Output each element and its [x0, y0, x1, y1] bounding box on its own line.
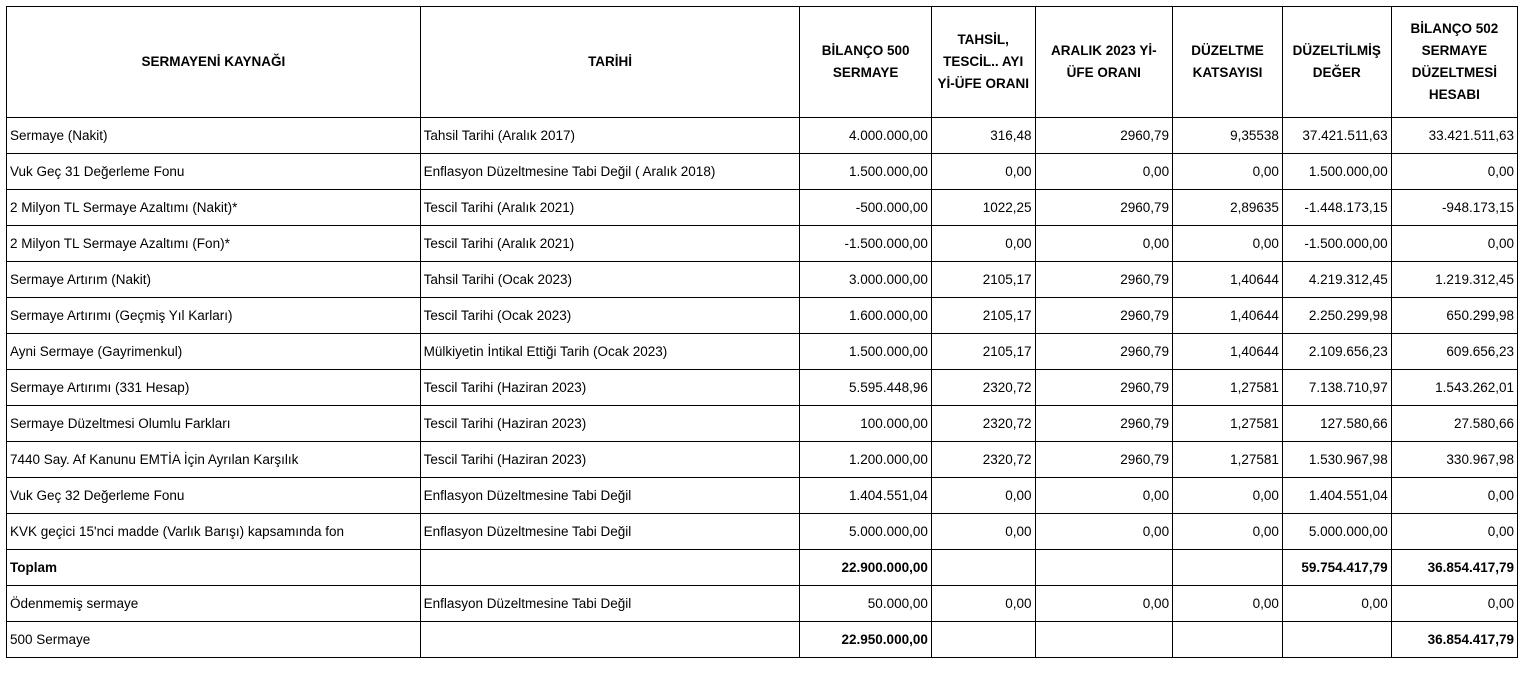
- coefficient-cell: [1173, 622, 1283, 658]
- balance-500-cell: 1.404.551,04: [800, 478, 931, 514]
- dec-2023-ppi-cell: [1035, 622, 1173, 658]
- table-row: [7, 586, 1518, 622]
- header-dec-2023-ppi: ARALIK 2023 Yİ-ÜFE ORANI: [1035, 7, 1173, 118]
- adjusted-value-cell: 1.500.000,00: [1282, 154, 1391, 190]
- capital-source-cell: Sermaye Artırımı (Geçmiş Yıl Karları): [7, 298, 421, 334]
- adjusted-value-cell: 37.421.511,63: [1282, 118, 1391, 154]
- capital-source-cell: Sermaye Artırım (Nakit): [7, 262, 421, 298]
- date-cell: Tescil Tarihi (Ocak 2023): [420, 298, 800, 334]
- collection-ppi-cell: 2320,72: [931, 442, 1035, 478]
- coefficient-cell: 1,40644: [1173, 334, 1283, 370]
- coefficient-cell: 9,35538: [1173, 118, 1283, 154]
- dec-2023-ppi-cell: 0,00: [1035, 586, 1173, 622]
- table-row: [7, 406, 1518, 442]
- date-cell: Tescil Tarihi (Haziran 2023): [420, 370, 800, 406]
- date-cell: Tescil Tarihi (Aralık 2021): [420, 190, 800, 226]
- header-date: TARİHİ: [420, 7, 800, 118]
- balance-500-cell: 22.950.000,00: [800, 622, 931, 658]
- dec-2023-ppi-cell: 2960,79: [1035, 118, 1173, 154]
- adjusted-value-cell: 59.754.417,79: [1282, 550, 1391, 586]
- balance-500-cell: 22.900.000,00: [800, 550, 931, 586]
- capital-source-cell: Sermaye (Nakit): [7, 118, 421, 154]
- adjusted-value-cell: -1.448.173,15: [1282, 190, 1391, 226]
- coefficient-cell: 0,00: [1173, 478, 1283, 514]
- coefficient-cell: [1173, 550, 1283, 586]
- capital-source-cell: Sermaye Artırımı (331 Hesap): [7, 370, 421, 406]
- capital-source-cell: Ödenmemiş sermaye: [7, 586, 421, 622]
- date-cell: Tescil Tarihi (Aralık 2021): [420, 226, 800, 262]
- dec-2023-ppi-cell: 2960,79: [1035, 442, 1173, 478]
- table-row: [7, 298, 1518, 334]
- dec-2023-ppi-cell: 2960,79: [1035, 190, 1173, 226]
- collection-ppi-cell: 2105,17: [931, 298, 1035, 334]
- balance-500-cell: 1.600.000,00: [800, 298, 931, 334]
- balance-500-cell: 5.595.448,96: [800, 370, 931, 406]
- balance-500-cell: 5.000.000,00: [800, 514, 931, 550]
- table-row: [7, 514, 1518, 550]
- collection-ppi-cell: [931, 550, 1035, 586]
- date-cell: Tescil Tarihi (Haziran 2023): [420, 406, 800, 442]
- table-row: [7, 262, 1518, 298]
- capital-table-wrapper: [6, 6, 1518, 658]
- adjusted-value-cell: -1.500.000,00: [1282, 226, 1391, 262]
- header-row: [7, 7, 1518, 118]
- collection-ppi-cell: [931, 622, 1035, 658]
- coefficient-cell: 0,00: [1173, 586, 1283, 622]
- balance-500-cell: 1.500.000,00: [800, 154, 931, 190]
- adjusted-value-cell: 4.219.312,45: [1282, 262, 1391, 298]
- balance-502-cell: 1.543.262,01: [1391, 370, 1517, 406]
- balance-500-cell: 1.200.000,00: [800, 442, 931, 478]
- coefficient-cell: 1,27581: [1173, 370, 1283, 406]
- balance-502-cell: 27.580,66: [1391, 406, 1517, 442]
- capital-source-cell: 7440 Say. Af Kanunu EMTİA İçin Ayrılan Karşılık: [7, 442, 421, 478]
- adjusted-value-cell: 2.250.299,98: [1282, 298, 1391, 334]
- balance-500-cell: 100.000,00: [800, 406, 931, 442]
- coefficient-cell: 1,40644: [1173, 262, 1283, 298]
- capital-source-cell: 500 Sermaye: [7, 622, 421, 658]
- balance-502-cell: 330.967,98: [1391, 442, 1517, 478]
- table-row: [7, 154, 1518, 190]
- balance-500-cell: 1.500.000,00: [800, 334, 931, 370]
- balance-502-cell: 36.854.417,79: [1391, 622, 1517, 658]
- dec-2023-ppi-cell: 0,00: [1035, 226, 1173, 262]
- date-cell: Enflasyon Düzeltmesine Tabi Değil ( Aralık 2018): [420, 154, 800, 190]
- balance-502-cell: -948.173,15: [1391, 190, 1517, 226]
- coefficient-cell: 2,89635: [1173, 190, 1283, 226]
- date-cell: [420, 550, 800, 586]
- table-row: [7, 190, 1518, 226]
- capital-source-cell: 2 Milyon TL Sermaye Azaltımı (Nakit)*: [7, 190, 421, 226]
- balance-502-cell: 0,00: [1391, 514, 1517, 550]
- table-row: [7, 478, 1518, 514]
- collection-ppi-cell: 2320,72: [931, 406, 1035, 442]
- dec-2023-ppi-cell: 0,00: [1035, 514, 1173, 550]
- date-cell: [420, 622, 800, 658]
- balance-502-cell: 0,00: [1391, 478, 1517, 514]
- dec-2023-ppi-cell: 2960,79: [1035, 334, 1173, 370]
- capital-source-cell: Toplam: [7, 550, 421, 586]
- coefficient-cell: 0,00: [1173, 154, 1283, 190]
- balance-500-cell: 3.000.000,00: [800, 262, 931, 298]
- adjusted-value-cell: 0,00: [1282, 586, 1391, 622]
- header-adjustment-coefficient: DÜZELTME KATSAYISI: [1173, 7, 1283, 118]
- collection-ppi-cell: 1022,25: [931, 190, 1035, 226]
- dec-2023-ppi-cell: 0,00: [1035, 154, 1173, 190]
- table-row: [7, 370, 1518, 406]
- table-row: [7, 118, 1518, 154]
- balance-502-cell: 1.219.312,45: [1391, 262, 1517, 298]
- dec-2023-ppi-cell: 2960,79: [1035, 370, 1173, 406]
- collection-ppi-cell: 0,00: [931, 478, 1035, 514]
- balance-500-cell: -500.000,00: [800, 190, 931, 226]
- collection-ppi-cell: 2320,72: [931, 370, 1035, 406]
- header-balance-500-capital: BİLANÇO 500 SERMAYE: [800, 7, 931, 118]
- collection-ppi-cell: 0,00: [931, 154, 1035, 190]
- balance-502-cell: 0,00: [1391, 154, 1517, 190]
- collection-ppi-cell: 0,00: [931, 514, 1035, 550]
- collection-ppi-cell: 2105,17: [931, 334, 1035, 370]
- balance-502-cell: 33.421.511,63: [1391, 118, 1517, 154]
- table-row: [7, 442, 1518, 478]
- collection-ppi-cell: 0,00: [931, 586, 1035, 622]
- table-row: [7, 226, 1518, 262]
- adjusted-value-cell: 127.580,66: [1282, 406, 1391, 442]
- adjusted-value-cell: 2.109.656,23: [1282, 334, 1391, 370]
- dec-2023-ppi-cell: 2960,79: [1035, 298, 1173, 334]
- date-cell: Enflasyon Düzeltmesine Tabi Değil: [420, 586, 800, 622]
- header-balance-502-adjustment: BİLANÇO 502 SERMAYE DÜZELTMESİ HESABI: [1391, 7, 1517, 118]
- collection-ppi-cell: 316,48: [931, 118, 1035, 154]
- table-row: [7, 622, 1518, 658]
- balance-500-cell: 50.000,00: [800, 586, 931, 622]
- balance-500-cell: -1.500.000,00: [800, 226, 931, 262]
- date-cell: Tahsil Tarihi (Ocak 2023): [420, 262, 800, 298]
- balance-502-cell: 36.854.417,79: [1391, 550, 1517, 586]
- dec-2023-ppi-cell: 2960,79: [1035, 262, 1173, 298]
- coefficient-cell: 1,27581: [1173, 442, 1283, 478]
- dec-2023-ppi-cell: [1035, 550, 1173, 586]
- date-cell: Mülkiyetin İntikal Ettiği Tarih (Ocak 2023): [420, 334, 800, 370]
- adjusted-value-cell: 7.138.710,97: [1282, 370, 1391, 406]
- capital-source-cell: Vuk Geç 31 Değerleme Fonu: [7, 154, 421, 190]
- dec-2023-ppi-cell: 0,00: [1035, 478, 1173, 514]
- capital-source-cell: Vuk Geç 32 Değerleme Fonu: [7, 478, 421, 514]
- adjusted-value-cell: 1.404.551,04: [1282, 478, 1391, 514]
- adjusted-value-cell: 5.000.000,00: [1282, 514, 1391, 550]
- balance-502-cell: 0,00: [1391, 226, 1517, 262]
- capital-source-cell: 2 Milyon TL Sermaye Azaltımı (Fon)*: [7, 226, 421, 262]
- table-body: [7, 118, 1518, 658]
- capital-source-cell: Ayni Sermaye (Gayrimenkul): [7, 334, 421, 370]
- table-row: [7, 334, 1518, 370]
- capital-source-cell: Sermaye Düzeltmesi Olumlu Farkları: [7, 406, 421, 442]
- date-cell: Tescil Tarihi (Haziran 2023): [420, 442, 800, 478]
- header-adjusted-value: DÜZELTİLMİŞ DEĞER: [1282, 7, 1391, 118]
- balance-502-cell: 0,00: [1391, 586, 1517, 622]
- date-cell: Enflasyon Düzeltmesine Tabi Değil: [420, 514, 800, 550]
- collection-ppi-cell: 0,00: [931, 226, 1035, 262]
- coefficient-cell: 0,00: [1173, 514, 1283, 550]
- coefficient-cell: 0,00: [1173, 226, 1283, 262]
- capital-adjustment-table: [6, 6, 1518, 658]
- coefficient-cell: 1,40644: [1173, 298, 1283, 334]
- adjusted-value-cell: 1.530.967,98: [1282, 442, 1391, 478]
- balance-502-cell: 609.656,23: [1391, 334, 1517, 370]
- adjusted-value-cell: [1282, 622, 1391, 658]
- dec-2023-ppi-cell: 2960,79: [1035, 406, 1173, 442]
- date-cell: Enflasyon Düzeltmesine Tabi Değil: [420, 478, 800, 514]
- date-cell: Tahsil Tarihi (Aralık 2017): [420, 118, 800, 154]
- table-row: [7, 550, 1518, 586]
- header-collection-month-ppi: TAHSİL, TESCİL.. AYI Yİ-ÜFE ORANI: [931, 7, 1035, 118]
- collection-ppi-cell: 2105,17: [931, 262, 1035, 298]
- capital-source-cell: KVK geçici 15'nci madde (Varlık Barışı) kapsamında fon: [7, 514, 421, 550]
- balance-502-cell: 650.299,98: [1391, 298, 1517, 334]
- header-capital-source: SERMAYENİ KAYNAĞI: [7, 7, 421, 118]
- coefficient-cell: 1,27581: [1173, 406, 1283, 442]
- balance-500-cell: 4.000.000,00: [800, 118, 931, 154]
